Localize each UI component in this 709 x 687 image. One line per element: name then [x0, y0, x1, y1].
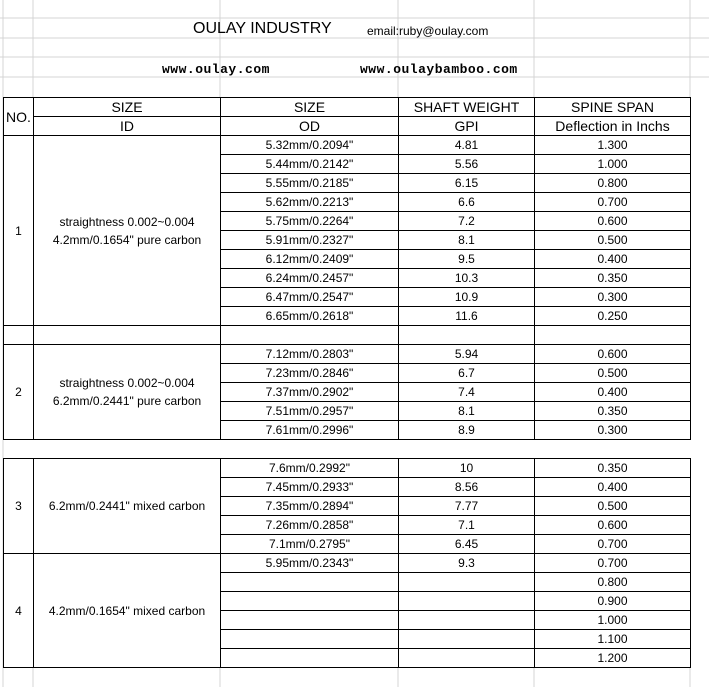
empty-cell[interactable]: [535, 326, 691, 345]
col-deflection-header[interactable]: Deflection in Inchs: [535, 117, 691, 136]
empty-cell[interactable]: [399, 326, 535, 345]
cell-spine[interactable]: 0.500: [535, 364, 691, 383]
cell-od[interactable]: [221, 573, 399, 592]
description-line-1: straightness 0.002~0.004: [59, 376, 195, 390]
empty-cell[interactable]: [535, 440, 691, 459]
cell-od[interactable]: 7.61mm/0.2996": [221, 421, 399, 440]
website-1: www.oulay.com: [162, 62, 270, 77]
contact-email: email:ruby@oulay.com: [367, 24, 489, 38]
cell-od[interactable]: [221, 649, 399, 668]
cell-gpi[interactable]: 7.2: [399, 212, 535, 231]
cell-od[interactable]: 7.1mm/0.2795": [221, 535, 399, 554]
cell-od[interactable]: [221, 630, 399, 649]
cell-gpi[interactable]: 6.6: [399, 193, 535, 212]
cell-spine[interactable]: 0.800: [535, 573, 691, 592]
cell-od[interactable]: 6.47mm/0.2547": [221, 288, 399, 307]
empty-cell[interactable]: [221, 326, 399, 345]
cell-gpi[interactable]: 10.3: [399, 269, 535, 288]
empty-cell[interactable]: [4, 440, 34, 459]
cell-od[interactable]: 5.95mm/0.2343": [221, 554, 399, 573]
cell-gpi[interactable]: 8.1: [399, 402, 535, 421]
company-name: OULAY INDUSTRY: [193, 20, 332, 37]
group-number[interactable]: 2: [4, 345, 34, 440]
table-row: [4, 554, 691, 573]
cell-gpi[interactable]: 7.1: [399, 516, 535, 535]
empty-cell[interactable]: [34, 440, 221, 459]
cell-gpi[interactable]: 7.77: [399, 497, 535, 516]
description-line-1: 6.2mm/0.2441" mixed carbon: [48, 499, 206, 513]
cell-gpi[interactable]: [399, 630, 535, 649]
group-description[interactable]: [34, 136, 221, 326]
cell-gpi[interactable]: 6.15: [399, 174, 535, 193]
spec-table: [3, 97, 691, 668]
col-weight-top[interactable]: SHAFT WEIGHT: [399, 98, 535, 117]
cell-spine[interactable]: 0.500: [535, 497, 691, 516]
cell-gpi[interactable]: 9.3: [399, 554, 535, 573]
cell-gpi[interactable]: [399, 611, 535, 630]
cell-spine[interactable]: 0.400: [535, 478, 691, 497]
cell-spine[interactable]: 0.300: [535, 288, 691, 307]
col-gpi-header[interactable]: GPI: [399, 117, 535, 136]
cell-gpi[interactable]: 10: [399, 459, 535, 478]
cell-gpi[interactable]: 4.81: [399, 136, 535, 155]
cell-od[interactable]: 7.45mm/0.2933": [221, 478, 399, 497]
col-size-od-top[interactable]: SIZE: [221, 98, 399, 117]
cell-od[interactable]: 5.62mm/0.2213": [221, 193, 399, 212]
empty-cell[interactable]: [221, 440, 399, 459]
cell-od[interactable]: 7.37mm/0.2902": [221, 383, 399, 402]
cell-gpi[interactable]: 10.9: [399, 288, 535, 307]
description-line-1: 4.2mm/0.1654" mixed carbon: [48, 603, 206, 618]
cell-od[interactable]: 5.44mm/0.2142": [221, 155, 399, 174]
cell-spine[interactable]: 0.700: [535, 535, 691, 554]
cell-gpi[interactable]: 6.45: [399, 535, 535, 554]
cell-spine[interactable]: 0.600: [535, 516, 691, 535]
cell-od[interactable]: [221, 611, 399, 630]
cell-spine[interactable]: 1.300: [535, 136, 691, 155]
cell-gpi[interactable]: 8.9: [399, 421, 535, 440]
website-2: www.oulaybamboo.com: [360, 62, 518, 77]
group-number[interactable]: 1: [4, 136, 34, 326]
table-row: [4, 345, 691, 364]
cell-gpi[interactable]: 5.56: [399, 155, 535, 174]
cell-spine[interactable]: 0.500: [535, 231, 691, 250]
col-spine-top[interactable]: SPINE SPAN: [535, 98, 691, 117]
cell-od[interactable]: 7.35mm/0.2894": [221, 497, 399, 516]
cell-spine[interactable]: 0.350: [535, 402, 691, 421]
cell-gpi[interactable]: 6.7: [399, 364, 535, 383]
cell-gpi[interactable]: [399, 573, 535, 592]
cell-od[interactable]: 5.32mm/0.2094": [221, 136, 399, 155]
cell-gpi[interactable]: 8.1: [399, 231, 535, 250]
cell-gpi[interactable]: 8.56: [399, 478, 535, 497]
col-no-header[interactable]: NO.: [4, 98, 34, 136]
cell-od[interactable]: 6.65mm/0.2618": [221, 307, 399, 326]
empty-cell[interactable]: [34, 326, 221, 345]
cell-spine[interactable]: 1.000: [535, 155, 691, 174]
spacer-row: [4, 326, 691, 345]
cell-spine[interactable]: 1.200: [535, 649, 691, 668]
cell-od[interactable]: 5.55mm/0.2185": [221, 174, 399, 193]
cell-spine[interactable]: 0.700: [535, 554, 691, 573]
col-od-header[interactable]: OD: [221, 117, 399, 136]
cell-od[interactable]: 7.26mm/0.2858": [221, 516, 399, 535]
cell-gpi[interactable]: 9.5: [399, 250, 535, 269]
description-line-1: straightness 0.002~0.004: [59, 214, 195, 229]
cell-gpi[interactable]: [399, 649, 535, 668]
cell-spine[interactable]: 0.800: [535, 174, 691, 193]
col-size-id-top[interactable]: SIZE: [34, 98, 221, 117]
group-description[interactable]: [34, 554, 221, 668]
cell-gpi[interactable]: [399, 592, 535, 611]
col-id-header[interactable]: ID: [34, 117, 221, 136]
cell-od[interactable]: 7.51mm/0.2957": [221, 402, 399, 421]
cell-spine[interactable]: 0.300: [535, 421, 691, 440]
cell-od[interactable]: 7.6mm/0.2992": [221, 459, 399, 478]
cell-od[interactable]: 5.75mm/0.2264": [221, 212, 399, 231]
cell-gpi[interactable]: 7.4: [399, 383, 535, 402]
group-description[interactable]: [34, 459, 221, 554]
cell-od[interactable]: 6.12mm/0.2409": [221, 250, 399, 269]
cell-od[interactable]: 7.23mm/0.2846": [221, 364, 399, 383]
empty-cell[interactable]: [4, 326, 34, 345]
header-row-1: [4, 98, 691, 117]
spacer-row: [4, 440, 691, 459]
cell-gpi[interactable]: 5.94: [399, 345, 535, 364]
cell-od[interactable]: 6.24mm/0.2457": [221, 269, 399, 288]
cell-spine[interactable]: 0.400: [535, 250, 691, 269]
group-description[interactable]: [34, 345, 221, 440]
cell-spine[interactable]: 0.250: [535, 307, 691, 326]
cell-spine[interactable]: 1.000: [535, 611, 691, 630]
empty-cell[interactable]: [399, 440, 535, 459]
cell-spine[interactable]: 0.600: [535, 212, 691, 231]
cell-spine[interactable]: 0.600: [535, 345, 691, 364]
cell-spine[interactable]: 0.350: [535, 459, 691, 478]
cell-od[interactable]: 7.12mm/0.2803": [221, 345, 399, 364]
cell-spine[interactable]: 0.350: [535, 269, 691, 288]
description-line-2: 6.2mm/0.2441" pure carbon: [52, 394, 202, 408]
group-number[interactable]: 3: [4, 459, 34, 554]
group-number[interactable]: 4: [4, 554, 34, 668]
cell-spine[interactable]: 0.900: [535, 592, 691, 611]
cell-spine[interactable]: 0.700: [535, 193, 691, 212]
description-line-2: 4.2mm/0.1654" pure carbon: [52, 232, 202, 247]
header-row-2: [4, 117, 691, 136]
table-row: [4, 136, 691, 155]
cell-spine[interactable]: 0.400: [535, 383, 691, 402]
cell-gpi[interactable]: 11.6: [399, 307, 535, 326]
cell-spine[interactable]: 1.100: [535, 630, 691, 649]
cell-od[interactable]: [221, 592, 399, 611]
table-row: [4, 459, 691, 478]
cell-od[interactable]: 5.91mm/0.2327": [221, 231, 399, 250]
